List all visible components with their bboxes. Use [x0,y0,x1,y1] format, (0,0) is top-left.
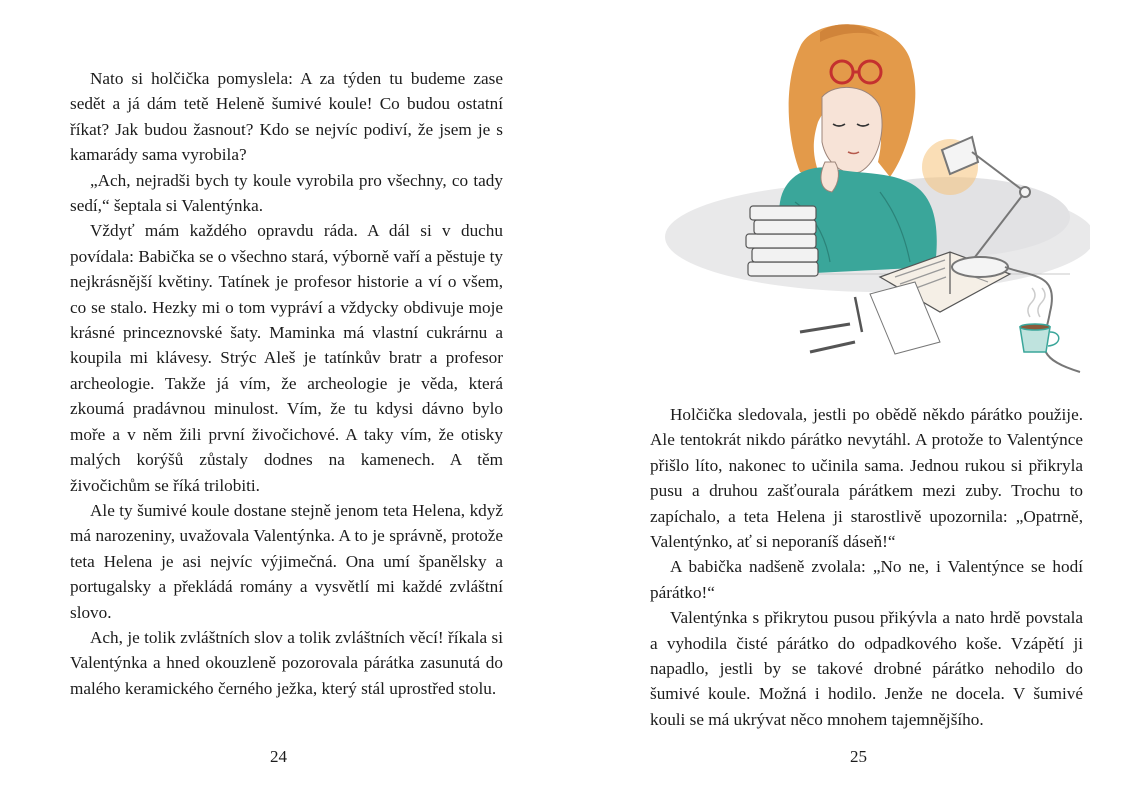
girl-reading-at-desk-illustration [650,12,1090,384]
paragraph: Ale ty šumivé koule dostane stejně jenom teta Helena, když má narozeniny, uvažovala Valentýnka. A to je správně, protože teta Helena je asi nejvíc výjimečná. Ona umí španělsky a portugalsky a překládá romány a vysvětlí mi každé zvláštní slovo. [70,500,503,622]
paragraph: Vždyť mám každého opravdu ráda. A dál si v duchu povídala: Babička se o všechno stará, výborně vaří a pěstuje ty nejkrásnější květiny. Tatínek je profesor historie a ví o všem, co se stalo. Hezky mi o tom vypráví a vždycky obdivuje moje krásné princeznovské šaty. Maminka má vlastní cukrárnu a koupila mi klávesy. Strýc Aleš je tatínkův bratr a profesor archeologie. Takže já vím, že archeologie je věda, která zkoumá pradávnou minulost. Vím, že tu kdysi dávno bylo moře a v něm žili první živočichové. A taky vím, že otisky malých korýšů zůstaly dodnes na kamenech. A těm živočichům se říká trilobiti. [70,221,503,495]
right-page-text [650,402,1083,732]
paragraph: Valentýnka s přikrytou pusou přikývla a nato hrdě povstala a vyhodila čisté párátko do odpadkového koše. Vzápětí ji napadlo, jestli by se takové drobné párátko nehodilo do šumivé koule. Možná i hodilo. Jenže ne docela. V šumivé kouli se má ukrývat něco mnohem tajemnějšího. [650,608,1083,729]
left-page-text [70,66,503,701]
paragraph: Ach, je tolik zvláštních slov a tolik zvláštních věcí! říkala si Valentýnka a hned okouzleně pozorovala párátka zasunutá do malého keramického černého ježka, který stál uprostřed stolu. [70,627,503,698]
girl-face [822,87,882,173]
page-number: 24 [270,747,287,766]
coffee-cup-icon [1020,288,1059,352]
page-number: 25 [850,747,867,766]
pencil-icon [800,324,850,332]
paragraph: Holčička sledovala, jestli po obědě někdo párátko použije. Ale tentokrát nikdo párátko nevytáhl. A protože to Valentýnce přišlo líto, nakonec to učinila sama. Jednou rukou si přikryla pusu a druhou zašťourala párátkem mezi zuby. Trochu to zapíchalo, a teta Helena ji starostlivě upozornila: „Opatrně, Valentýnko, ať si neporaníš dáseň!“ [650,405,1083,552]
paragraph: A babička nadšeně zvolala: „No ne, i Valentýnce se hodí párátko!“ [650,557,1083,602]
paragraph: „Ach, nejradši bych ty koule vyrobila pro všechny, co tady sedí,“ šeptala si Valentýnka. [70,170,503,216]
paragraph: Nato si holčička pomyslela: A za týden tu budeme zase sedět a já dám tetě Heleně šumivé koule! Co budou ostatní říkat? Jak budou žasnout? Kdo se nejvíc podiví, že jsem je s kamarády sama vyrobila? [70,69,503,165]
book-stack [746,206,818,276]
right-page [570,0,1140,800]
